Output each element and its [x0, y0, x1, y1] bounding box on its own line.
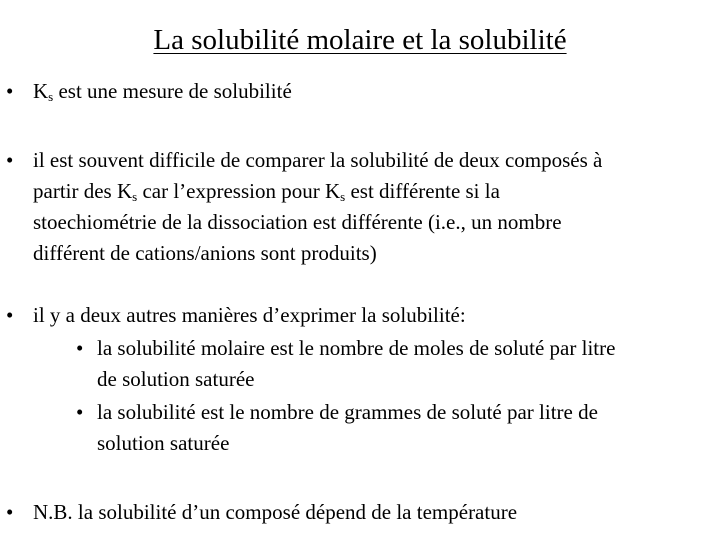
bullet-4-text: N.B. la solubilité d’un composé dépend de la température: [33, 500, 518, 524]
sub-bullet-2-line-2: solution saturée: [97, 431, 230, 455]
sub-bullet-2-line-1: la solubilité est le nombre de grammes de soluté par litre de: [97, 400, 598, 424]
sub-bullet-mass-solubility: [76, 397, 598, 459]
ks-subscript: s: [132, 189, 138, 204]
bullet-dot: •: [6, 500, 14, 524]
bullet-comparison-difficulty: [6, 145, 603, 269]
bullet-2-line-2-part-c: est différente si la: [345, 179, 500, 203]
bullet-2-line-2: [33, 176, 602, 207]
bullet-dot: •: [6, 148, 14, 172]
bullet-1-text: est une mesure de solubilité: [53, 79, 292, 103]
bullet-3-text: il y a deux autres manières d’exprimer la solubilité:: [33, 303, 466, 327]
sub-bullet-dot: •: [76, 400, 84, 424]
sub-bullet-dot: •: [76, 336, 84, 360]
bullet-2-line-1: il est souvent difficile de comparer la solubilité de deux composés à: [33, 148, 603, 172]
sub-bullet-1-line-1: la solubilité molaire est le nombre de moles de soluté par litre: [97, 336, 616, 360]
slide-title-text: La solubilité molaire et la solubilité: [153, 24, 567, 56]
bullet-dot: •: [6, 79, 14, 103]
bullet-2-line-2-part-a: partir des K: [33, 179, 133, 203]
bullet-dot: •: [6, 303, 14, 327]
slide-title: [0, 22, 720, 58]
bullet-2-line-2-part-b: car l’expression pour K: [137, 179, 341, 203]
ks-symbol: K: [33, 79, 49, 103]
bullet-2-line-3: stoechiométrie de la dissociation est différente (i.e., un nombre: [33, 210, 562, 234]
ks-subscript: s: [340, 189, 346, 204]
bullet-two-other-ways: [6, 300, 466, 331]
bullet-2-line-4: différent de cations/anions sont produits): [33, 241, 377, 265]
bullet-ks-definition: [6, 76, 292, 107]
ks-subscript: s: [48, 89, 54, 104]
sub-bullet-molar-solubility: [76, 333, 616, 395]
sub-bullet-1-line-2: de solution saturée: [97, 367, 255, 391]
bullet-temperature-note: [6, 497, 518, 528]
